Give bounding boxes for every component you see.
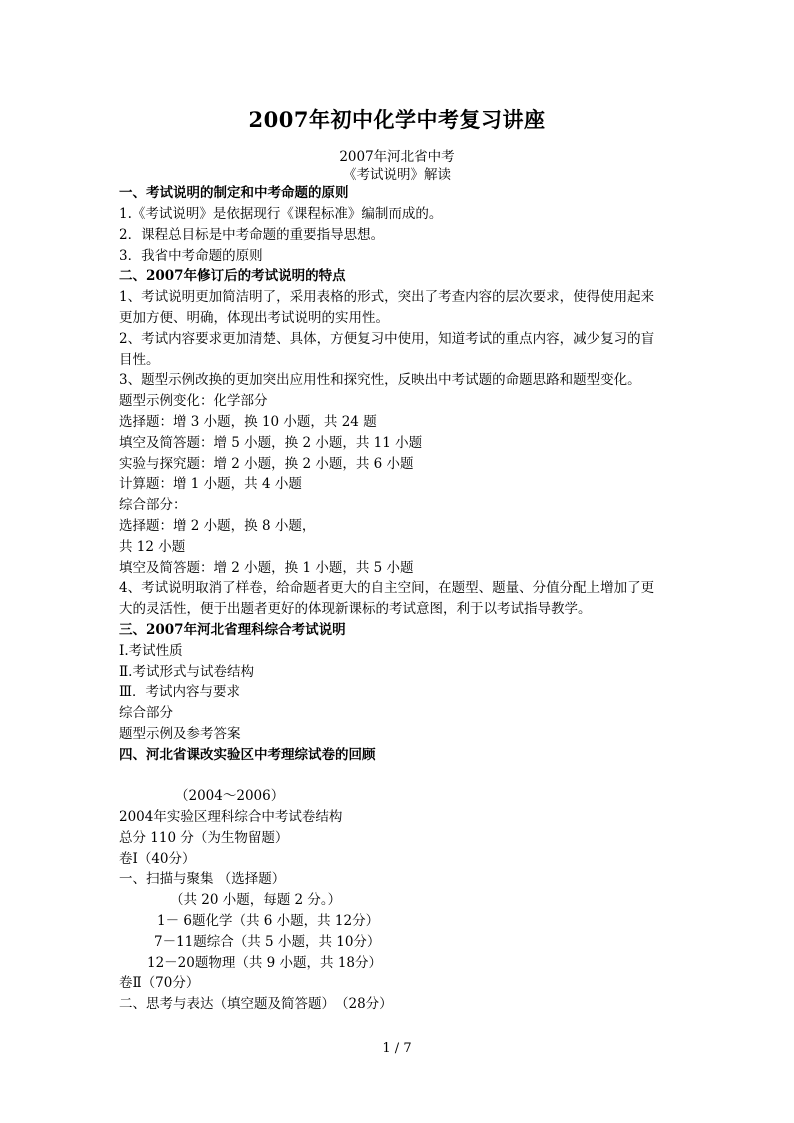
- body-line: 2004年实验区理科综合中考试卷结构: [119, 809, 343, 825]
- body-line: Ⅰ.考试性质: [119, 643, 183, 659]
- body-line: 综合部分: [119, 705, 173, 721]
- body-line: 卷Ⅰ（40分）: [119, 851, 196, 867]
- body-line: 总分 110 分（为生物留题）: [119, 830, 289, 846]
- body-line: 1.《考试说明》是依据现行《课程标准》编制而成的。: [119, 206, 443, 222]
- body-line: 4、考试说明取消了样卷，给命题者更大的自主空间，在题型、题量、分值分配上增加了更: [119, 580, 655, 596]
- body-line: 填空及简答题：增 5 小题，换 2 小题，共 11 小题: [119, 435, 423, 451]
- body-line: 一、扫描与聚集 （选择题）: [119, 871, 286, 887]
- body-line: Ⅱ.考试形式与试卷结构: [119, 664, 254, 680]
- body-line: 选择题：增 2 小题，换 8 小题，: [119, 518, 316, 534]
- body-line: Ⅲ．考试内容与要求: [119, 684, 241, 700]
- section-heading-1: 一、考试说明的制定和中考命题的原则: [119, 185, 349, 201]
- section-heading-3: 三、2007年河北省理科综合考试说明: [119, 622, 346, 638]
- body-line: 2．课程总目标是中考命题的重要指导思想。: [119, 227, 385, 243]
- body-line: 题型示例及参考答案: [119, 726, 241, 742]
- body-line: （共 20 小题，每题 2 分。）: [170, 892, 342, 908]
- body-line: 综合部分：: [119, 497, 187, 513]
- body-line: 更加方便、明确，体现出考试说明的实用性。: [119, 310, 389, 326]
- body-line: 二、思考与表达（填空题及简答题） （28分）: [119, 996, 393, 1012]
- section-heading-2: 二、2007年修订后的考试说明的特点: [119, 268, 346, 284]
- body-line: 3．我省中考命题的原则: [119, 248, 263, 264]
- body-line: 共 12 小题: [119, 539, 186, 555]
- body-line: 3、题型示例改换的更加突出应用性和探究性，反映出中考试题的命题思路和题型变化。: [119, 372, 641, 388]
- page-number: 1 / 7: [382, 1041, 412, 1056]
- body-line: 1、考试说明更加简洁明了，采用表格的形式，突出了考查内容的层次要求，使得使用起来: [119, 289, 655, 305]
- body-line: 12－20题物理（共 9 小题，共 18分）: [147, 955, 382, 971]
- body-line: 目性。: [119, 352, 160, 368]
- section-heading-4: 四、河北省课改实验区中考理综试卷的回顾: [119, 747, 376, 763]
- body-line: 卷Ⅱ（70分）: [119, 975, 200, 991]
- body-line: 2、考试内容要求更加清楚、具体，方便复习中使用，知道考试的重点内容，减少复习的盲: [119, 331, 655, 347]
- body-line: 大的灵活性，便于出题者更好的体现新课标的考试意图，利于以考试指导教学。: [119, 601, 592, 617]
- body-line: （2004～2006）: [175, 788, 285, 804]
- body-line: 7－11题综合（共 5 小题，共 10分）: [154, 934, 381, 950]
- body-line: 题型示例变化：化学部分: [119, 393, 268, 409]
- body-line: 1－ 6题化学（共 6 小题，共 12分）: [157, 913, 380, 929]
- body-line: 实验与探究题：增 2 小题，换 2 小题，共 6 小题: [119, 456, 414, 472]
- body-line: 选择题：增 3 小题，换 10 小题，共 24 题: [119, 414, 377, 430]
- body-line: 填空及简答题：增 2 小题，换 1 小题，共 5 小题: [119, 560, 414, 576]
- body-line: 计算题：增 1 小题，共 4 小题: [119, 476, 302, 492]
- document-title: 2007年初中化学中考复习讲座: [248, 107, 546, 132]
- subtitle-line-2: 《考试说明》解读: [343, 167, 451, 183]
- subtitle-line-1: 2007年河北省中考: [339, 149, 455, 165]
